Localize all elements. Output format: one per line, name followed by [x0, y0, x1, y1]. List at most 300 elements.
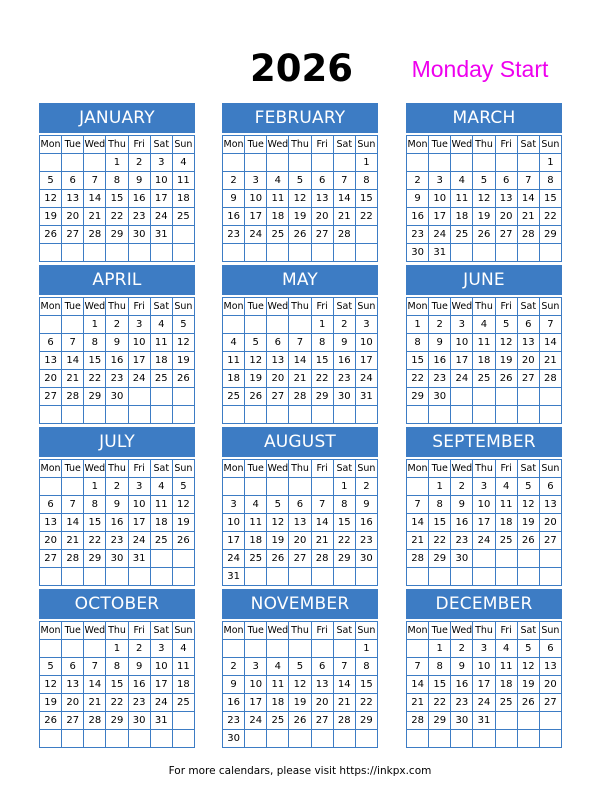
weekday-label: Tue — [62, 460, 84, 478]
day-cell: 1 — [429, 640, 451, 658]
week-row — [40, 226, 195, 244]
day-cell: 2 — [355, 478, 377, 496]
weekday-label: Wed — [451, 622, 473, 640]
weekday-label: Thu — [106, 622, 128, 640]
day-cell: 29 — [84, 550, 106, 568]
empty-day-cell — [407, 478, 429, 496]
weekday-label: Tue — [245, 298, 267, 316]
month-name: DECEMBER — [406, 589, 562, 619]
day-cell: 14 — [311, 514, 333, 532]
month-july — [39, 427, 195, 586]
day-cell: 21 — [333, 694, 355, 712]
day-cell: 15 — [429, 676, 451, 694]
day-cell: 5 — [172, 316, 194, 334]
day-cell: 18 — [267, 694, 289, 712]
day-cell: 6 — [311, 172, 333, 190]
day-cell: 7 — [333, 172, 355, 190]
day-cell: 23 — [106, 370, 128, 388]
day-cell: 4 — [245, 496, 267, 514]
day-cell: 15 — [106, 190, 128, 208]
day-cell: 5 — [40, 658, 62, 676]
day-cell: 24 — [473, 532, 495, 550]
day-cell: 6 — [62, 172, 84, 190]
day-cell: 12 — [495, 334, 517, 352]
day-cell: 21 — [84, 694, 106, 712]
day-cell: 7 — [539, 316, 561, 334]
week-row — [40, 208, 195, 226]
day-cell: 16 — [128, 676, 150, 694]
empty-day-cell — [62, 730, 84, 748]
day-cell: 8 — [333, 496, 355, 514]
day-cell: 6 — [539, 640, 561, 658]
day-cell: 12 — [289, 676, 311, 694]
empty-day-cell — [473, 388, 495, 406]
week-row — [223, 190, 378, 208]
day-cell: 20 — [517, 352, 539, 370]
day-cell: 24 — [245, 226, 267, 244]
weekday-label: Fri — [311, 136, 333, 154]
day-cell: 24 — [355, 370, 377, 388]
day-cell: 30 — [451, 712, 473, 730]
day-cell: 16 — [223, 694, 245, 712]
day-cell: 16 — [223, 208, 245, 226]
day-cell: 28 — [84, 712, 106, 730]
day-cell: 16 — [106, 352, 128, 370]
week-row — [223, 658, 378, 676]
day-cell: 10 — [473, 496, 495, 514]
weekday-label: Fri — [311, 460, 333, 478]
day-cell: 27 — [289, 550, 311, 568]
week-row — [40, 334, 195, 352]
day-cell: 2 — [451, 640, 473, 658]
day-cell: 25 — [172, 694, 194, 712]
day-cell: 15 — [407, 352, 429, 370]
day-cell: 1 — [84, 316, 106, 334]
day-cell: 7 — [62, 334, 84, 352]
empty-day-cell — [539, 550, 561, 568]
day-cell: 14 — [84, 676, 106, 694]
day-cell: 17 — [128, 352, 150, 370]
month-name: FEBRUARY — [222, 103, 378, 133]
weekday-label: Fri — [128, 298, 150, 316]
day-cell: 29 — [106, 226, 128, 244]
day-cell: 26 — [473, 226, 495, 244]
weekday-label: Thu — [106, 136, 128, 154]
weekday-label: Mon — [40, 136, 62, 154]
day-cell: 2 — [128, 640, 150, 658]
day-cell: 31 — [223, 568, 245, 586]
empty-day-cell — [355, 730, 377, 748]
day-cell: 29 — [429, 712, 451, 730]
day-cell: 28 — [333, 226, 355, 244]
day-cell: 16 — [128, 190, 150, 208]
day-cell: 23 — [429, 370, 451, 388]
week-row — [40, 370, 195, 388]
empty-day-cell — [289, 154, 311, 172]
day-cell: 18 — [451, 208, 473, 226]
empty-day-cell — [223, 316, 245, 334]
month-name: JUNE — [406, 265, 562, 295]
empty-day-cell — [62, 316, 84, 334]
empty-day-cell — [289, 730, 311, 748]
empty-day-cell — [355, 406, 377, 424]
day-cell: 21 — [517, 208, 539, 226]
day-cell: 26 — [245, 388, 267, 406]
day-cell: 27 — [267, 388, 289, 406]
day-cell: 14 — [333, 190, 355, 208]
day-cell: 6 — [40, 496, 62, 514]
day-cell: 6 — [539, 478, 561, 496]
day-cell: 5 — [289, 658, 311, 676]
week-row — [407, 370, 562, 388]
day-cell: 30 — [429, 388, 451, 406]
weekday-label: Wed — [267, 622, 289, 640]
day-cell: 27 — [40, 550, 62, 568]
empty-day-cell — [267, 406, 289, 424]
day-cell: 15 — [311, 352, 333, 370]
week-row — [407, 658, 562, 676]
empty-day-cell — [106, 568, 128, 586]
month-october — [39, 589, 195, 748]
day-cell: 18 — [495, 514, 517, 532]
weekday-label: Sun — [539, 136, 561, 154]
week-row — [407, 208, 562, 226]
month-days-table — [406, 621, 562, 748]
empty-day-cell — [84, 640, 106, 658]
month-name: MAY — [222, 265, 378, 295]
day-cell: 23 — [128, 208, 150, 226]
weekday-label: Mon — [223, 460, 245, 478]
day-cell: 31 — [150, 712, 172, 730]
empty-day-cell — [223, 406, 245, 424]
week-row — [40, 640, 195, 658]
day-cell: 12 — [473, 190, 495, 208]
month-days-table — [39, 621, 195, 748]
day-cell: 4 — [495, 478, 517, 496]
day-cell: 7 — [289, 334, 311, 352]
day-cell: 2 — [128, 154, 150, 172]
footer-text: For more calendars, please visit https://inkpx.com — [168, 765, 432, 777]
day-cell: 7 — [333, 658, 355, 676]
empty-day-cell — [451, 730, 473, 748]
empty-day-cell — [150, 244, 172, 262]
day-cell: 6 — [495, 172, 517, 190]
weekday-label: Wed — [451, 460, 473, 478]
day-cell: 9 — [106, 334, 128, 352]
weekday-label: Wed — [84, 460, 106, 478]
month-days-table — [222, 135, 378, 262]
empty-day-cell — [62, 640, 84, 658]
month-days-table — [406, 459, 562, 586]
empty-day-cell — [333, 154, 355, 172]
empty-day-cell — [451, 568, 473, 586]
day-cell: 14 — [539, 334, 561, 352]
empty-day-cell — [517, 244, 539, 262]
empty-day-cell — [539, 568, 561, 586]
day-cell: 1 — [311, 316, 333, 334]
week-row — [223, 532, 378, 550]
week-row — [223, 388, 378, 406]
weekday-label: Mon — [407, 622, 429, 640]
month-name: APRIL — [39, 265, 195, 295]
weekday-label: Wed — [451, 298, 473, 316]
empty-day-cell — [517, 406, 539, 424]
day-cell: 28 — [407, 712, 429, 730]
weekday-label: Thu — [289, 298, 311, 316]
empty-day-cell — [407, 640, 429, 658]
empty-day-cell — [128, 388, 150, 406]
day-cell: 11 — [172, 658, 194, 676]
week-row — [40, 244, 195, 262]
empty-day-cell — [333, 640, 355, 658]
empty-day-cell — [517, 154, 539, 172]
day-cell: 6 — [311, 658, 333, 676]
day-cell: 7 — [311, 496, 333, 514]
day-cell: 24 — [128, 532, 150, 550]
weekday-label: Sat — [150, 298, 172, 316]
month-february — [222, 103, 378, 262]
day-cell: 31 — [429, 244, 451, 262]
day-cell: 17 — [150, 676, 172, 694]
day-cell: 20 — [267, 370, 289, 388]
month-days-table — [406, 297, 562, 424]
day-cell: 9 — [407, 190, 429, 208]
week-row — [40, 694, 195, 712]
empty-day-cell — [106, 406, 128, 424]
day-cell: 20 — [311, 208, 333, 226]
weekday-label: Sun — [539, 298, 561, 316]
weekday-label: Mon — [223, 622, 245, 640]
week-row — [407, 406, 562, 424]
day-cell: 29 — [539, 226, 561, 244]
empty-day-cell — [172, 568, 194, 586]
weekday-label: Mon — [407, 136, 429, 154]
day-cell: 10 — [429, 190, 451, 208]
day-cell: 12 — [517, 658, 539, 676]
empty-day-cell — [289, 568, 311, 586]
empty-day-cell — [128, 244, 150, 262]
empty-day-cell — [267, 568, 289, 586]
empty-day-cell — [407, 730, 429, 748]
day-cell: 1 — [539, 154, 561, 172]
day-cell: 13 — [539, 496, 561, 514]
weekday-label: Fri — [495, 298, 517, 316]
day-cell: 25 — [473, 370, 495, 388]
day-cell: 25 — [451, 226, 473, 244]
empty-day-cell — [84, 568, 106, 586]
weekday-label: Wed — [267, 136, 289, 154]
weekday-label: Sun — [539, 460, 561, 478]
day-cell: 6 — [289, 496, 311, 514]
day-cell: 30 — [128, 226, 150, 244]
week-row — [40, 676, 195, 694]
week-row — [40, 172, 195, 190]
weekday-label: Sat — [150, 136, 172, 154]
day-cell: 14 — [62, 514, 84, 532]
day-cell: 16 — [407, 208, 429, 226]
day-cell: 30 — [223, 730, 245, 748]
empty-day-cell — [245, 640, 267, 658]
day-cell: 18 — [473, 352, 495, 370]
day-cell: 26 — [517, 532, 539, 550]
day-cell: 12 — [517, 496, 539, 514]
day-cell: 19 — [289, 208, 311, 226]
weekday-label: Tue — [245, 136, 267, 154]
day-cell: 20 — [539, 514, 561, 532]
empty-day-cell — [245, 730, 267, 748]
day-cell: 11 — [267, 676, 289, 694]
day-cell: 18 — [245, 532, 267, 550]
day-cell: 12 — [172, 334, 194, 352]
day-cell: 25 — [223, 388, 245, 406]
weekday-label: Sun — [172, 622, 194, 640]
day-cell: 5 — [517, 640, 539, 658]
day-cell: 13 — [40, 514, 62, 532]
day-cell: 30 — [106, 388, 128, 406]
empty-day-cell — [289, 478, 311, 496]
empty-day-cell — [495, 712, 517, 730]
week-row — [40, 190, 195, 208]
day-cell: 25 — [495, 694, 517, 712]
day-cell: 22 — [84, 370, 106, 388]
week-row — [40, 478, 195, 496]
day-cell: 13 — [267, 352, 289, 370]
day-cell: 14 — [62, 352, 84, 370]
day-cell: 30 — [355, 550, 377, 568]
empty-day-cell — [106, 244, 128, 262]
empty-day-cell — [333, 568, 355, 586]
empty-day-cell — [429, 730, 451, 748]
weekday-label: Fri — [128, 622, 150, 640]
week-row — [407, 712, 562, 730]
day-cell: 19 — [267, 532, 289, 550]
day-cell: 3 — [128, 316, 150, 334]
day-cell: 5 — [473, 172, 495, 190]
empty-day-cell — [451, 406, 473, 424]
day-cell: 29 — [355, 712, 377, 730]
weekday-label: Mon — [223, 136, 245, 154]
weekday-label: Fri — [311, 622, 333, 640]
day-cell: 6 — [40, 334, 62, 352]
day-cell: 7 — [517, 172, 539, 190]
day-cell: 11 — [451, 190, 473, 208]
day-cell: 29 — [106, 712, 128, 730]
weekday-label: Thu — [289, 460, 311, 478]
day-cell: 3 — [245, 172, 267, 190]
day-cell: 11 — [172, 172, 194, 190]
day-cell: 2 — [106, 316, 128, 334]
weekday-header-row — [40, 460, 195, 478]
day-cell: 10 — [473, 658, 495, 676]
empty-day-cell — [451, 244, 473, 262]
week-row — [407, 514, 562, 532]
day-cell: 10 — [128, 334, 150, 352]
day-cell: 18 — [267, 208, 289, 226]
week-row — [223, 694, 378, 712]
day-cell: 18 — [172, 676, 194, 694]
day-cell: 6 — [267, 334, 289, 352]
day-cell: 15 — [84, 352, 106, 370]
empty-day-cell — [517, 730, 539, 748]
day-cell: 17 — [245, 694, 267, 712]
day-cell: 4 — [150, 478, 172, 496]
day-cell: 5 — [517, 478, 539, 496]
weekday-header-row — [223, 136, 378, 154]
empty-day-cell — [495, 244, 517, 262]
week-row — [407, 334, 562, 352]
empty-day-cell — [84, 244, 106, 262]
day-cell: 1 — [106, 154, 128, 172]
week-row — [223, 226, 378, 244]
day-cell: 28 — [333, 712, 355, 730]
day-cell: 10 — [451, 334, 473, 352]
empty-day-cell — [245, 244, 267, 262]
empty-day-cell — [245, 316, 267, 334]
day-cell: 24 — [429, 226, 451, 244]
day-cell: 18 — [150, 514, 172, 532]
day-cell: 24 — [473, 694, 495, 712]
day-cell: 19 — [517, 676, 539, 694]
empty-day-cell — [311, 406, 333, 424]
day-cell: 19 — [473, 208, 495, 226]
week-row — [407, 532, 562, 550]
weekday-label: Thu — [473, 136, 495, 154]
weekday-label: Sun — [172, 460, 194, 478]
month-name: AUGUST — [222, 427, 378, 457]
day-cell: 27 — [62, 226, 84, 244]
weekday-header-row — [223, 460, 378, 478]
weekday-label: Sat — [517, 460, 539, 478]
week-row — [223, 676, 378, 694]
day-cell: 23 — [223, 226, 245, 244]
empty-day-cell — [172, 226, 194, 244]
day-cell: 3 — [150, 640, 172, 658]
empty-day-cell — [84, 406, 106, 424]
weekday-label: Tue — [245, 622, 267, 640]
month-december — [406, 589, 562, 748]
day-cell: 11 — [245, 514, 267, 532]
weekday-label: Mon — [407, 298, 429, 316]
day-cell: 5 — [495, 316, 517, 334]
day-cell: 2 — [223, 658, 245, 676]
day-cell: 16 — [429, 352, 451, 370]
weekday-header-row — [223, 298, 378, 316]
day-cell: 10 — [150, 658, 172, 676]
empty-day-cell — [473, 154, 495, 172]
day-cell: 12 — [267, 514, 289, 532]
week-row — [407, 388, 562, 406]
empty-day-cell — [289, 406, 311, 424]
day-cell: 25 — [150, 532, 172, 550]
day-cell: 19 — [172, 514, 194, 532]
month-days-table — [222, 459, 378, 586]
weekday-label: Fri — [495, 460, 517, 478]
weekday-label: Wed — [84, 136, 106, 154]
day-cell: 17 — [429, 208, 451, 226]
month-days-table — [406, 135, 562, 262]
weekday-header-row — [40, 136, 195, 154]
empty-day-cell — [172, 730, 194, 748]
day-cell: 11 — [223, 352, 245, 370]
day-cell: 13 — [517, 334, 539, 352]
day-cell: 26 — [517, 694, 539, 712]
week-row — [223, 640, 378, 658]
weekday-label: Fri — [495, 136, 517, 154]
empty-day-cell — [539, 388, 561, 406]
weekday-label: Tue — [429, 622, 451, 640]
weekday-label: Sat — [517, 298, 539, 316]
week-row — [223, 406, 378, 424]
